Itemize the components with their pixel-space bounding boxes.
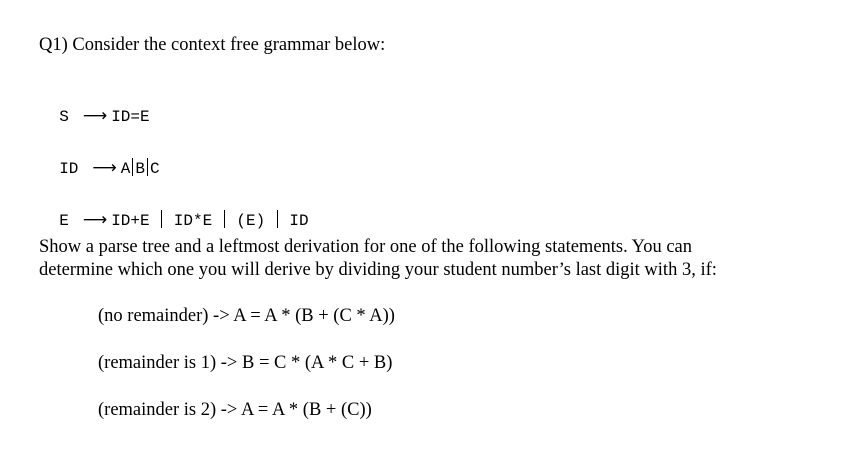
option-no-remainder: (no remainder) -> A = A * (B + (C * A)) xyxy=(98,306,395,326)
rule-lhs: S xyxy=(59,108,69,126)
rule-alt: ID*E xyxy=(164,212,222,230)
question-heading: Q1) Consider the context free grammar below: xyxy=(39,35,386,55)
rule-alt: B xyxy=(135,160,145,178)
rule-alt: ID xyxy=(279,212,309,230)
alt-separator xyxy=(132,158,133,176)
rule-rhs: ID=E xyxy=(111,108,150,126)
rule-lhs: ID xyxy=(59,160,79,178)
rule-alt: ID+E xyxy=(111,212,160,230)
option-remainder-2: (remainder is 2) -> A = A * (B + (C)) xyxy=(98,400,372,420)
rule-alt: (E) xyxy=(226,212,275,230)
alt-separator xyxy=(224,210,225,228)
instruction-line-2: determine which one you will derive by dividing your student number’s last digit with 3, if: xyxy=(39,260,717,280)
rule-lhs: E xyxy=(59,212,69,230)
rule-alt: C xyxy=(150,160,160,178)
arrow-icon: ⟶ xyxy=(82,106,108,126)
arrow-icon: ⟶ xyxy=(92,158,117,178)
alt-separator xyxy=(147,158,148,176)
alt-separator xyxy=(277,210,278,228)
grammar-rule-s xyxy=(40,86,150,127)
arrow-icon: ⟶ xyxy=(82,210,108,230)
rule-alt: A xyxy=(120,160,131,178)
alt-separator xyxy=(161,210,162,228)
option-remainder-1: (remainder is 1) -> B = C * (A * C + B) xyxy=(98,353,393,373)
instruction-line-1: Show a parse tree and a leftmost derivation for one of the following statements. You can xyxy=(39,237,692,257)
grammar-rule-id xyxy=(40,138,160,179)
grammar-rule-e xyxy=(40,190,309,231)
